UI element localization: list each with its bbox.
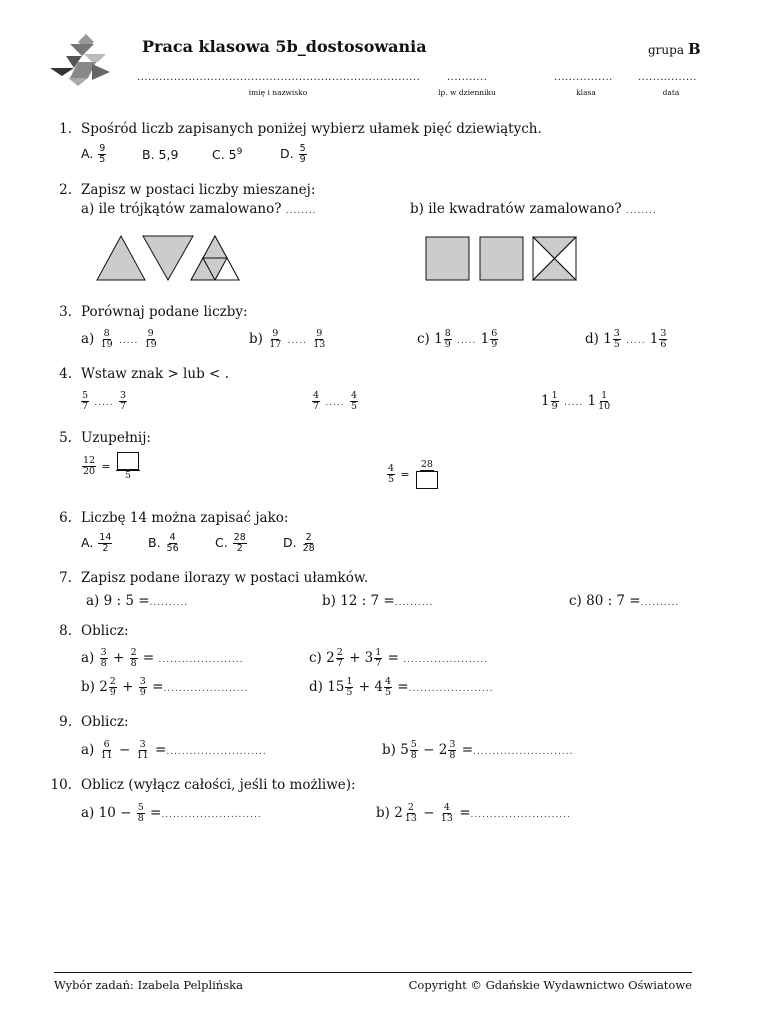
lp-caption: lp. w dzienniku: [438, 88, 496, 97]
answer-blank[interactable]: ......................: [163, 684, 249, 694]
triangles-figure: [95, 234, 245, 282]
data-line: ................: [638, 72, 697, 83]
question-text: Oblicz (wyłącz całości, jeśli to możliwe):: [81, 777, 356, 793]
question-number: 5.: [59, 430, 72, 446]
answer-blank[interactable]: ..........................: [470, 810, 571, 820]
question-text: Oblicz:: [81, 623, 129, 639]
answer-blank[interactable]: .....: [563, 398, 584, 408]
question-text: Spośród liczb zapisanych poniżej wybierz ułamek pięć dziewiątych.: [81, 121, 542, 137]
answer-blank[interactable]: ..........................: [473, 747, 574, 757]
answer-option-c[interactable]: C. $5^9$: [212, 147, 243, 163]
question-number: 7.: [59, 570, 72, 586]
answer-blank[interactable]: ..........................: [161, 810, 262, 820]
answer-blank[interactable]: .....: [457, 336, 477, 346]
lp-line: ...........: [447, 72, 488, 83]
footer-author: Wybór zadań: Izabela Pelplińska: [54, 978, 243, 992]
footer-divider: [54, 972, 692, 973]
question-text: Uzupełnij:: [81, 430, 151, 446]
fill-equation-right: $\frac{4}{5}$ = 28: [386, 460, 440, 489]
compare-item-a: a) $\frac{8}{19}$ ..... $\frac{9}{19}$: [81, 328, 157, 350]
calc-item-d: d) 15 $\frac{1}{5}$ + 4 $\frac{4}{5}$ =......................: [309, 676, 494, 698]
answer-blank[interactable]: ......................: [158, 655, 244, 665]
question-text: Oblicz:: [81, 714, 129, 730]
quotient-b: b) 12 : 7 =..........: [322, 593, 434, 609]
question-number: 2.: [59, 182, 72, 198]
quotient-c: c) 80 : 7 =..........: [569, 593, 680, 609]
publisher-logo: [48, 32, 114, 88]
calc-item-b: b) 5 $\frac{5}{8}$ − 2 $\frac{3}{8}$ =..........................: [382, 739, 574, 761]
calc-item-a: a) $\frac{6}{11}$ − $\frac{3}{11}$ =..........................: [81, 739, 267, 761]
compare-item-d: d) 1 $\frac{3}{5}$ ..... 1 $\frac{3}{6}$: [585, 328, 667, 350]
question-text: Liczbę 14 można zapisać jako:: [81, 510, 289, 526]
klasa-line: ................: [554, 72, 613, 83]
answer-blank[interactable]: ..........................: [166, 747, 267, 757]
page-title: Praca klasowa 5b_dostosowania: [142, 37, 427, 56]
question-number: 9.: [59, 714, 72, 730]
answer-blank[interactable]: ......................: [408, 684, 494, 694]
answer-box[interactable]: [416, 471, 438, 489]
group-label: grupa B: [648, 40, 701, 58]
question-text: Wstaw znak > lub < .: [81, 366, 229, 382]
answer-option-d[interactable]: D. $\frac{2}{28}$: [283, 532, 315, 554]
question-number: 8.: [59, 623, 72, 639]
answer-option-d[interactable]: D. $\frac{5}{9}$: [280, 143, 306, 165]
answer-box[interactable]: [117, 452, 139, 470]
answer-blank[interactable]: .....: [325, 398, 345, 408]
question-number: 6.: [59, 510, 72, 526]
answer-blank[interactable]: ..........: [640, 598, 680, 608]
answer-blank[interactable]: ..........: [149, 598, 189, 608]
quotient-a: a) 9 : 5 =..........: [86, 593, 189, 609]
data-caption: data: [662, 88, 680, 97]
answer-blank[interactable]: .....: [287, 336, 307, 346]
answer-option-b[interactable]: B. $\frac{4}{56}$: [148, 532, 179, 554]
answer-option-a[interactable]: A. $\frac{14}{2}$: [81, 532, 112, 554]
squares-figure: [425, 236, 580, 282]
sub-question-b: b) ile kwadratów zamalowano? ........: [410, 201, 657, 217]
question-number: 4.: [59, 366, 72, 382]
sub-question-a: a) ile trójkątów zamalowano? ........: [81, 201, 317, 217]
footer-copyright: Copyright © Gdańskie Wydawnictwo Oświatowe: [408, 978, 692, 992]
fill-equation-left: $\frac{12}{20}$ = 5: [81, 452, 141, 481]
compare-item-b: b) $\frac{9}{17}$ ..... $\frac{9}{13}$: [249, 328, 326, 350]
question-text: Porównaj podane liczby:: [81, 304, 248, 320]
calc-item-b: b) 2 $\frac{2}{13}$ − $\frac{4}{13}$ =..........................: [376, 802, 571, 824]
question-text: Zapisz w postaci liczby mieszanej:: [81, 182, 316, 198]
question-number: 10.: [50, 777, 72, 793]
calc-item-b: b) 2 $\frac{2}{9}$ + $\frac{3}{9}$ =......................: [81, 676, 249, 698]
answer-blank[interactable]: .....: [119, 336, 139, 346]
calc-item-a: a) $\frac{3}{8}$ + $\frac{2}{8}$ = ......................: [81, 647, 244, 669]
calc-item-a: a) 10 − $\frac{5}{8}$ =..........................: [81, 802, 262, 824]
name-line: .............................................................................: [137, 72, 421, 83]
group-value: B: [687, 40, 701, 58]
compare-pair-1: $\frac{5}{7}$ ..... $\frac{3}{7}$: [82, 390, 126, 412]
klasa-caption: klasa: [576, 88, 596, 97]
answer-blank[interactable]: ..........: [394, 598, 434, 608]
answer-option-c[interactable]: C. $\frac{28}{2}$: [215, 532, 246, 554]
compare-pair-2: $\frac{4}{7}$ ..... $\frac{4}{5}$: [313, 390, 357, 412]
answer-blank[interactable]: ........: [625, 206, 657, 216]
question-number: 1.: [59, 121, 72, 137]
compare-item-c: c) 1 $\frac{8}{9}$ ..... 1 $\frac{6}{9}$: [417, 328, 498, 350]
calc-item-c: c) 2 $\frac{2}{7}$ + 3 $\frac{1}{7}$ = ......................: [309, 647, 489, 669]
answer-blank[interactable]: .....: [94, 398, 114, 408]
compare-pair-3: 1 $\frac{1}{9}$ ..... 1 $\frac{1}{10}$: [541, 390, 611, 412]
answer-option-a[interactable]: A. $\frac{9}{5}$: [81, 143, 106, 165]
answer-blank[interactable]: .....: [626, 336, 646, 346]
answer-blank[interactable]: ........: [285, 206, 317, 216]
question-text: Zapisz podane ilorazy w postaci ułamków.: [81, 570, 369, 586]
question-number: 3.: [59, 304, 72, 320]
answer-option-b[interactable]: B. 5,9: [142, 147, 179, 162]
answer-blank[interactable]: ......................: [403, 655, 489, 665]
name-caption: imię i nazwisko: [248, 88, 308, 97]
